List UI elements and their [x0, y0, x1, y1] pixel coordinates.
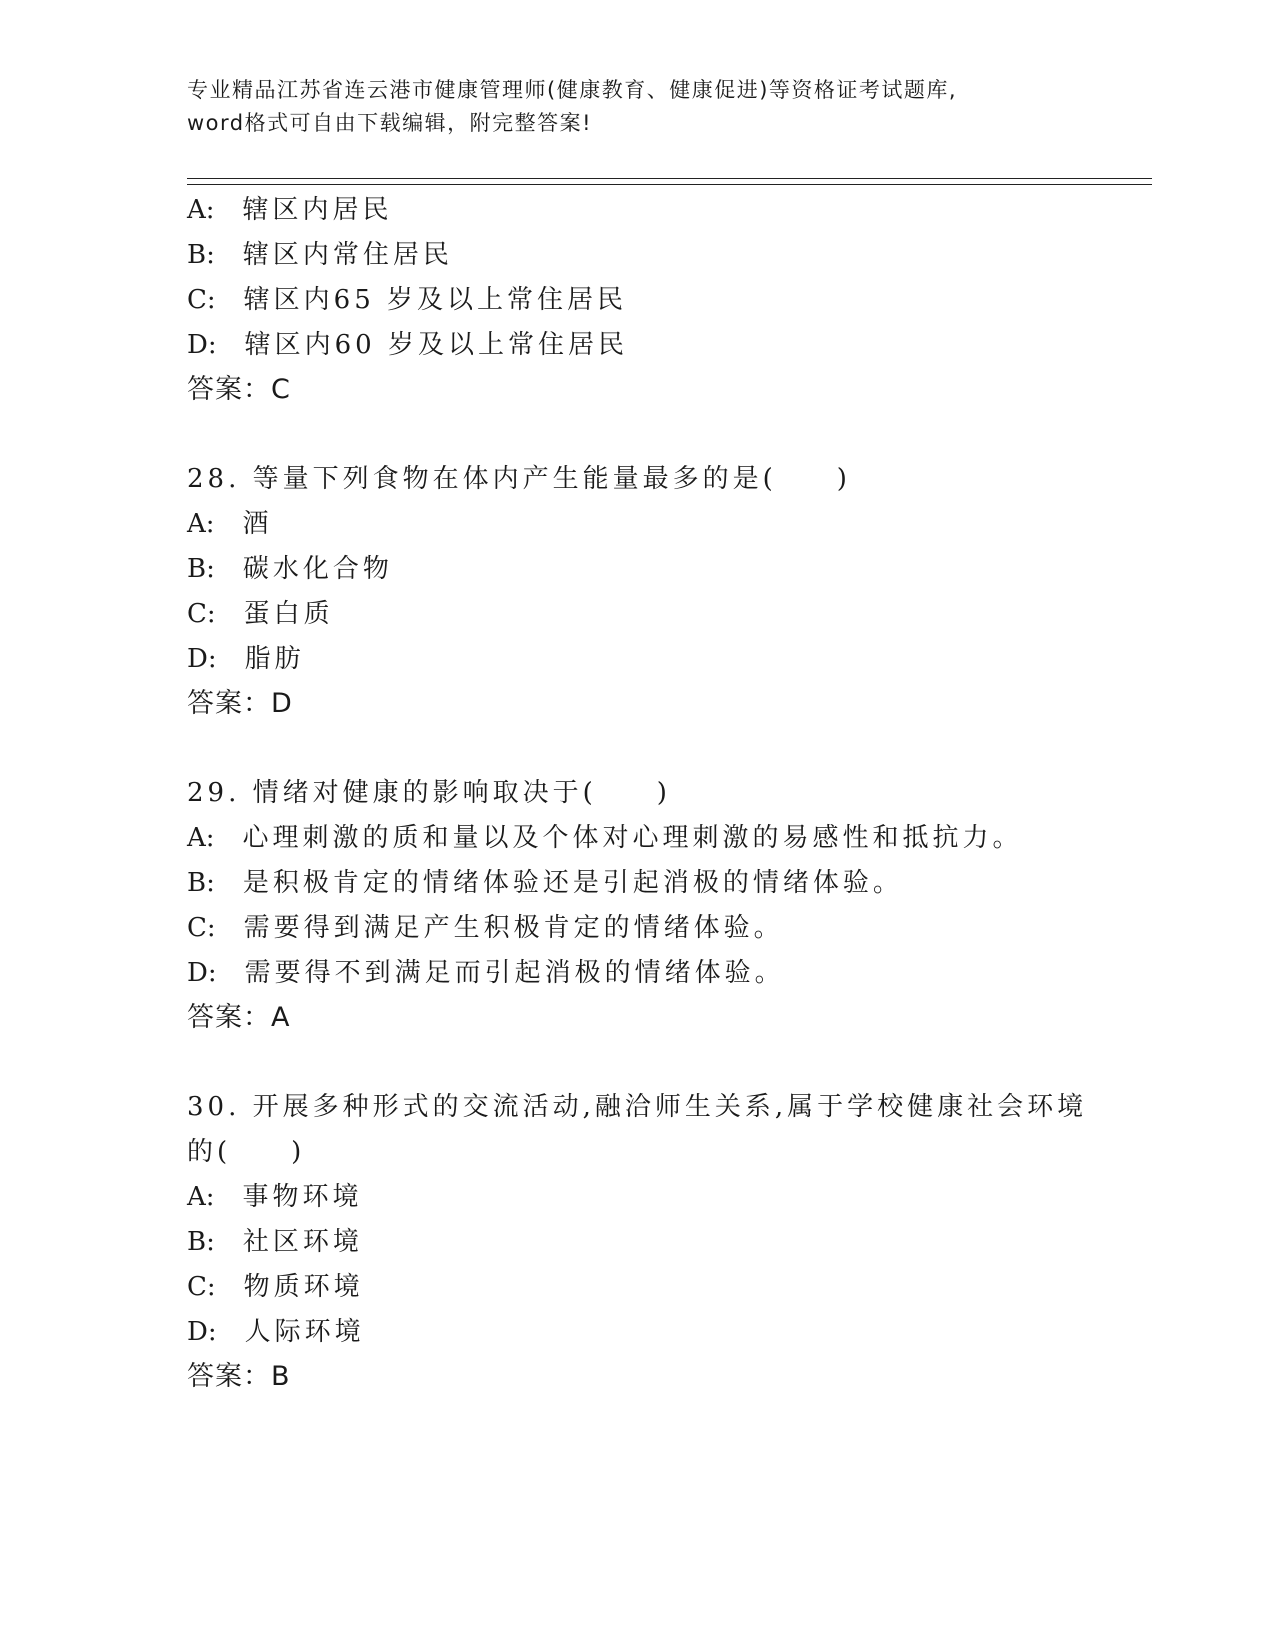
- q29-option-c: C: 需要得到满足产生积极肯定的情绪体验。: [187, 913, 784, 943]
- q30-option-d: D: 人际环境: [187, 1317, 365, 1347]
- q27-answer: 答案：C: [187, 374, 291, 405]
- q29-answer: 答案：A: [187, 1002, 291, 1033]
- q28-question: 28. 等量下列食物在体内产生能量最多的是( ): [187, 464, 851, 494]
- q29-option-d: D: 需要得不到满足而引起消极的情绪体验。: [187, 958, 785, 988]
- q30-option-b: B: 社区环境: [187, 1227, 363, 1257]
- q28-option-c: C: 蛋白质: [187, 599, 334, 629]
- header-line-1: 专业精品江苏省连云港市健康管理师(健康教育、健康促进)等资格证考试题库,: [187, 78, 958, 102]
- document-header: [187, 74, 1087, 140]
- q28-option-a: A: 酒: [187, 509, 273, 539]
- header-divider-top: [187, 178, 1152, 179]
- q28-answer: 答案：D: [187, 688, 293, 719]
- q29-option-b: B: 是积极肯定的情绪体验还是引起消极的情绪体验。: [187, 868, 903, 898]
- q27-option-a: A: 辖区内居民: [187, 195, 393, 225]
- q27-option-b: B: 辖区内常住居民: [187, 240, 453, 270]
- q30-question-line-1: 30. 开展多种形式的交流活动,融洽师生关系,属于学校健康社会环境: [187, 1092, 1088, 1122]
- header-line-2: word格式可自由下载编辑，附完整答案!: [187, 111, 593, 135]
- q30-option-c: C: 物质环境: [187, 1272, 364, 1302]
- q30-answer: 答案：B: [187, 1361, 291, 1392]
- q29-question: 29. 情绪对健康的影响取决于( ): [187, 778, 671, 808]
- header-divider-bottom: [187, 184, 1152, 185]
- q27-option-c: C: 辖区内65 岁及以上常住居民: [187, 285, 628, 315]
- q30-question-line-2: 的( ): [187, 1137, 306, 1167]
- q27-option-d: D: 辖区内60 岁及以上常住居民: [187, 330, 628, 360]
- q28-option-b: B: 碳水化合物: [187, 554, 393, 584]
- q30-option-a: A: 事物环境: [187, 1182, 363, 1212]
- q29-option-a: A: 心理刺激的质和量以及个体对心理刺激的易感性和抵抗力。: [187, 823, 1023, 853]
- q28-option-d: D: 脂肪: [187, 644, 305, 674]
